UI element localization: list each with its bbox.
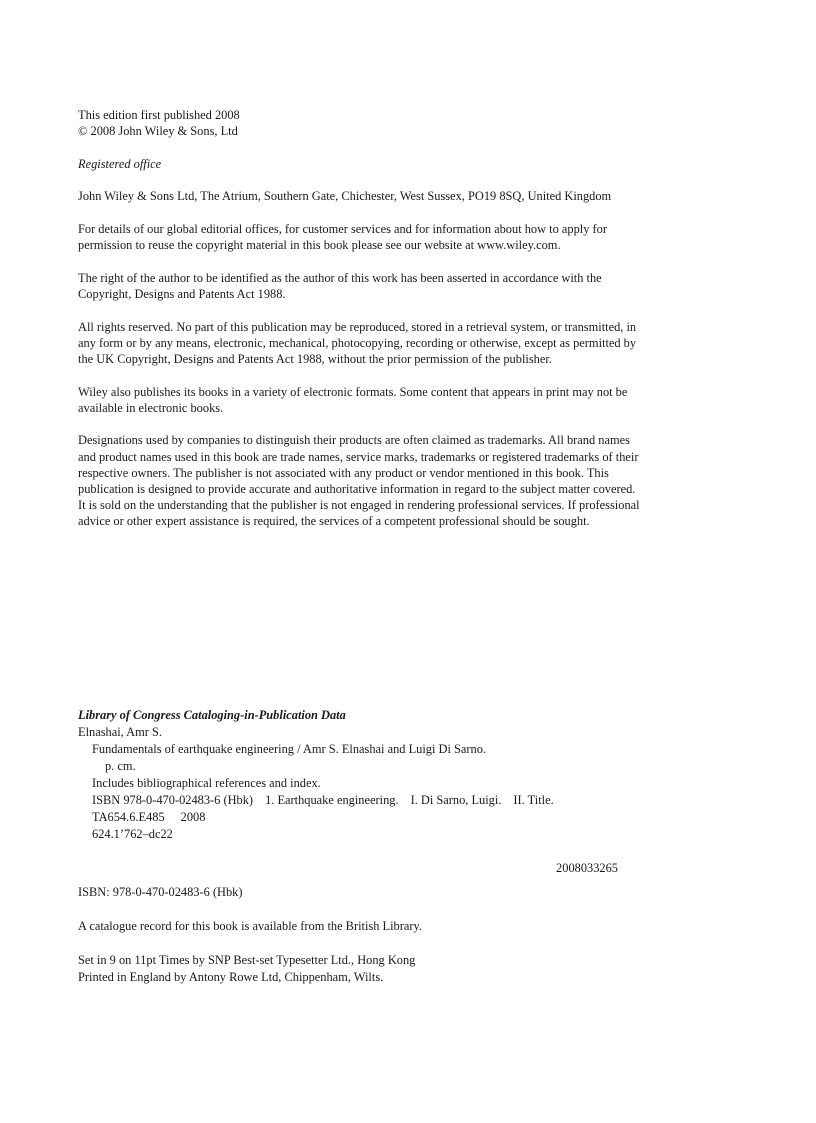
designations-line: Designations used by companies to distinguish their products are often claimed as trademarks. All brand names	[78, 433, 630, 448]
publisher-address: John Wiley & Sons Ltd, The Atrium, Southern Gate, Chichester, West Sussex, PO19 8SQ, United Kingdom	[78, 189, 612, 204]
cip-lccn: 2008033265	[556, 861, 618, 875]
rights-line: any form or by any means, electronic, mechanical, photocopying, recording or otherwise, except as permitted by	[78, 335, 637, 350]
cip-isbn: ISBN 978-0-470-02483-6 (Hbk)	[92, 793, 254, 807]
formats-line: available in electronic books.	[78, 400, 224, 415]
cip-classification-line	[78, 809, 718, 826]
printer-line: Printed in England by Antony Rowe Ltd, Chippenham, Wilts.	[78, 970, 384, 984]
registered-office-label: Registered office	[78, 156, 162, 171]
details-line: For details of our global editorial offices, for customer services and for information about how to apply for	[78, 221, 607, 236]
cip-class-year: 2008	[180, 810, 206, 824]
designations-line: and product names used in this book are trade names, service marks, trademarks or registered trademarks of their	[78, 449, 639, 464]
cip-book-title: Fundamentals of earthquake engineering / Amr S. Elnashai and Luigi Di Sarno.	[92, 742, 487, 756]
author-right-paragraph	[78, 270, 718, 302]
edition-line: This edition first published 2008	[78, 108, 240, 122]
cip-subject: 1. Earthquake engineering.	[265, 793, 399, 807]
cip-pages: p. cm.	[105, 759, 136, 773]
catalogue-record-line: A catalogue record for this book is available from the British Library.	[78, 919, 422, 933]
cip-dewey: 624.1’762–dc22	[92, 827, 173, 841]
cip-isbn-line	[78, 792, 718, 809]
copyright-page-body	[78, 107, 718, 530]
designations-line: advice or other expert assistance is required, the services of a competent professional should be sought.	[78, 514, 590, 529]
details-paragraph	[78, 221, 718, 253]
right-line: Copyright, Designs and Patents Act 1988.	[78, 286, 286, 301]
cip-added-entry-2: II. Title.	[513, 793, 554, 807]
cip-data-block	[78, 707, 718, 877]
cip-notes: Includes bibliographical references and index.	[92, 776, 321, 790]
details-line: permission to reuse the copyright material in this book please see our website at www.wiley.com.	[78, 238, 561, 253]
copyright-line: © 2008 John Wiley & Sons, Ltd	[78, 124, 238, 139]
cip-title: Library of Congress Cataloging-in-Publication Data	[78, 708, 346, 722]
rights-reserved-paragraph	[78, 319, 718, 368]
designations-line: It is sold on the understanding that the publisher is not engaged in rendering professional services. If professional	[78, 498, 640, 513]
cip-author: Elnashai, Amr S.	[78, 725, 162, 739]
rights-line: All rights reserved. No part of this publication may be reproduced, stored in a retrieval system, or transmitted, in	[78, 319, 637, 334]
printing-info-block	[78, 884, 718, 986]
isbn-line: ISBN: 978-0-470-02483-6 (Hbk)	[78, 885, 243, 899]
rights-line: the UK Copyright, Designs and Patents Act 1988, without the prior permission of the publisher.	[78, 351, 552, 366]
typesetter-line: Set in 9 on 11pt Times by SNP Best-set Typesetter Ltd., Hong Kong	[78, 953, 416, 967]
designations-line: respective owners. The publisher is not associated with any product or vendor mentioned in this book. This	[78, 465, 609, 480]
electronic-formats-paragraph	[78, 384, 718, 416]
designations-paragraph	[78, 432, 718, 529]
right-line: The right of the author to be identified as the author of this work has been asserted in accordance with the	[78, 270, 602, 285]
cip-added-entry-1: I. Di Sarno, Luigi.	[410, 793, 502, 807]
cip-class-number: TA654.6.E485	[92, 810, 165, 824]
formats-line: Wiley also publishes its books in a variety of electronic formats. Some content that appears in print may not be	[78, 384, 628, 399]
designations-line: publication is designed to provide accurate and authoritative information in regard to the subject matter covered.	[78, 481, 636, 496]
